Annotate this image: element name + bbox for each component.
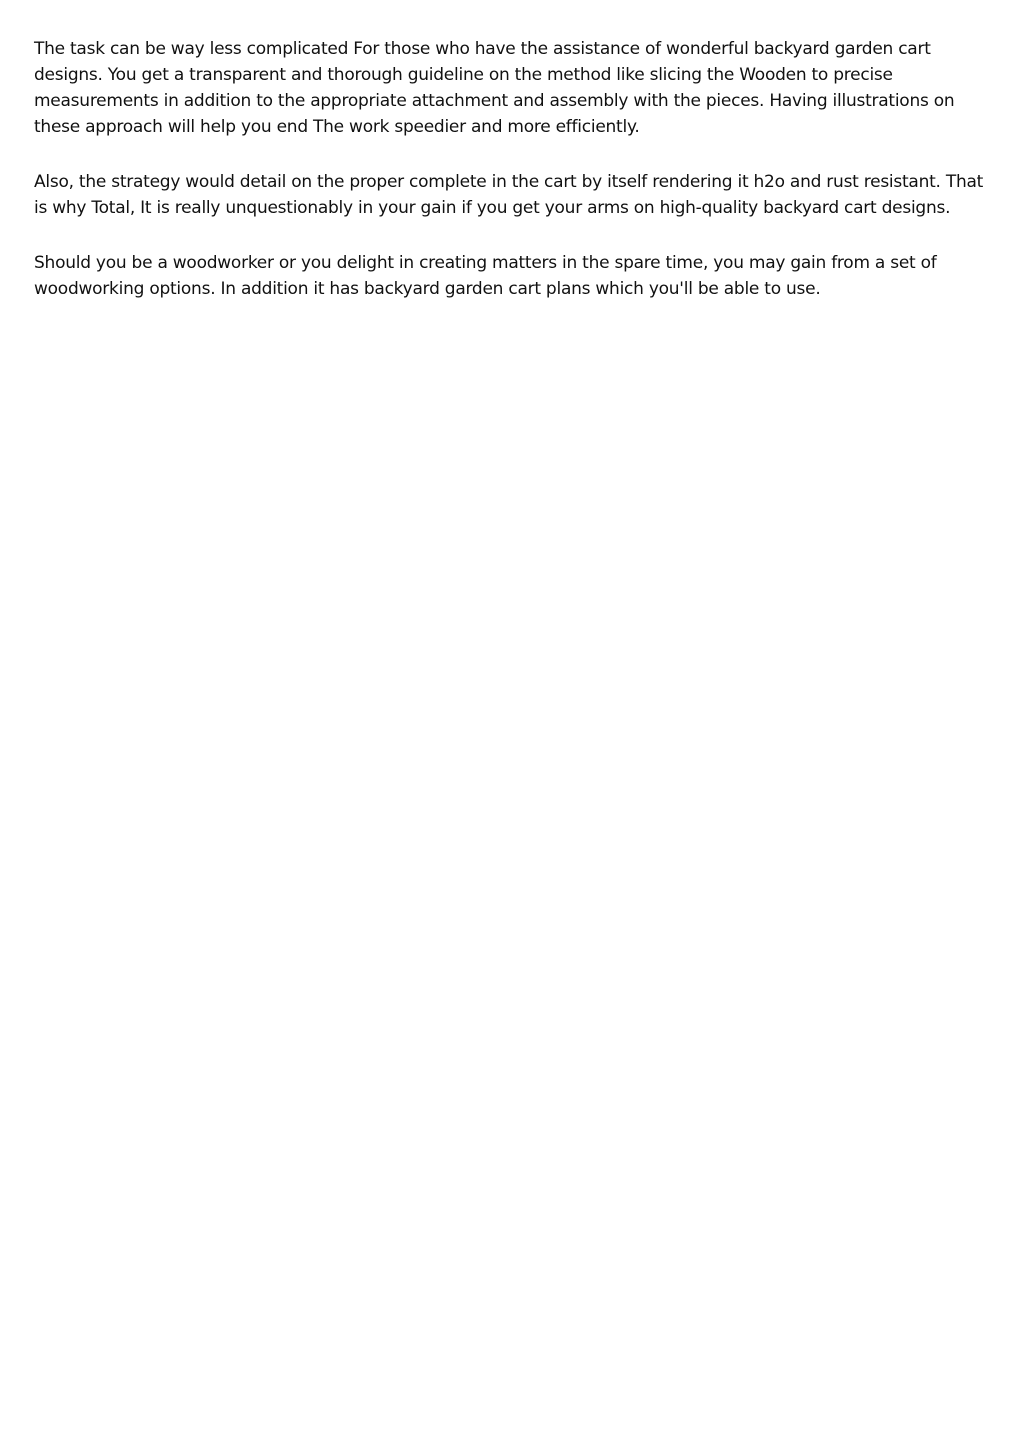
paragraph-1: The task can be way less complicated For those who have the assistance of wonderful backyard garden cart designs. You get a transparent and thorough guideline on the method like slicing the Wooden to precise measurements in addition to the appropriate attachment and assembly with the pieces. Having illustrations on these approach will help you end The work speedier and more efficiently. [34, 39, 955, 137]
document-body [34, 36, 994, 331]
paragraph-2: Also, the strategy would detail on the proper complete in the cart by itself rendering it h2o and rust resistant. That is why Total, It is really unquestionably in your gain if you get your arms on high-quality backyard cart designs. [34, 172, 984, 218]
paragraph-3: Should you be a woodworker or you delight in creating matters in the spare time, you may gain from a set of woodworking options. In addition it has backyard garden cart plans which you'll be able to use. [34, 253, 937, 299]
